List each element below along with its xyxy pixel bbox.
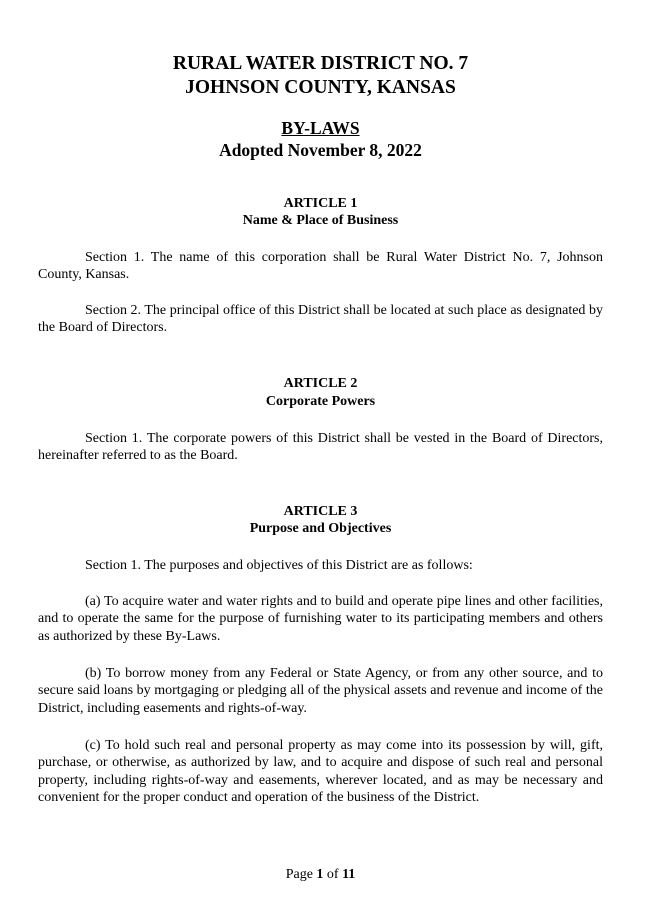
page-current: 1 [316,867,324,882]
county-title: JOHNSON COUNTY, KANSAS [185,77,456,98]
article-2-number: ARTICLE 2 [283,376,358,391]
article-3-number: ARTICLE 3 [283,504,358,519]
article-1-name: Name & Place of Business [242,213,399,228]
article-3-item-a: (a) To acquire water and water rights and to build and operate pipe lines and other facilities, and to operate the same for the purpose of furnishing water to its participating members and others as authorized by these By-Laws. [38,594,603,644]
article-2-section-1: Section 1. The corporate powers of this District shall be vested in the Board of Directors, hereinafter referred to as the Board. [38,431,603,464]
article-3-name: Purpose and Objectives [249,521,392,536]
page-word: Page [285,867,313,882]
page-total: 11 [342,867,356,882]
article-3-item-b: (b) To borrow money from any Federal or State Agency, or from any other source, and to secure said loans by mortgaging or pledging all of the physical assets and revenue and income of the District, including easements and rights-of-way. [38,666,603,716]
article-2-name: Corporate Powers [265,394,376,409]
article-3-item-c: (c) To hold such real and personal property as may come into its possession by will, gift, purchase, or otherwise, as authorized by law, and to acquire and dispose of such real and personal property, including rights-of-way and easements, wherever located, and as may be necessary and convenient for the proper conduct and operation of the business of the District. [38,738,603,806]
page-of: of [326,867,339,882]
district-title: RURAL WATER DISTRICT NO. 7 [172,53,469,74]
article-1-section-2: Section 2. The principal office of this District shall be located at such place as designated by the Board of Directors. [38,303,603,336]
bylaws-heading: BY-LAWS [281,118,360,138]
adopted-date: Adopted November 8, 2022 [219,140,422,160]
article-1-number: ARTICLE 1 [283,196,358,211]
page-number-footer [0,866,641,884]
article-1-section-1: Section 1. The name of this corporation shall be Rural Water District No. 7, Johnson County, Kansas. [38,250,603,283]
article-3-section-1: Section 1. The purposes and objectives of this District are as follows: [85,558,473,573]
